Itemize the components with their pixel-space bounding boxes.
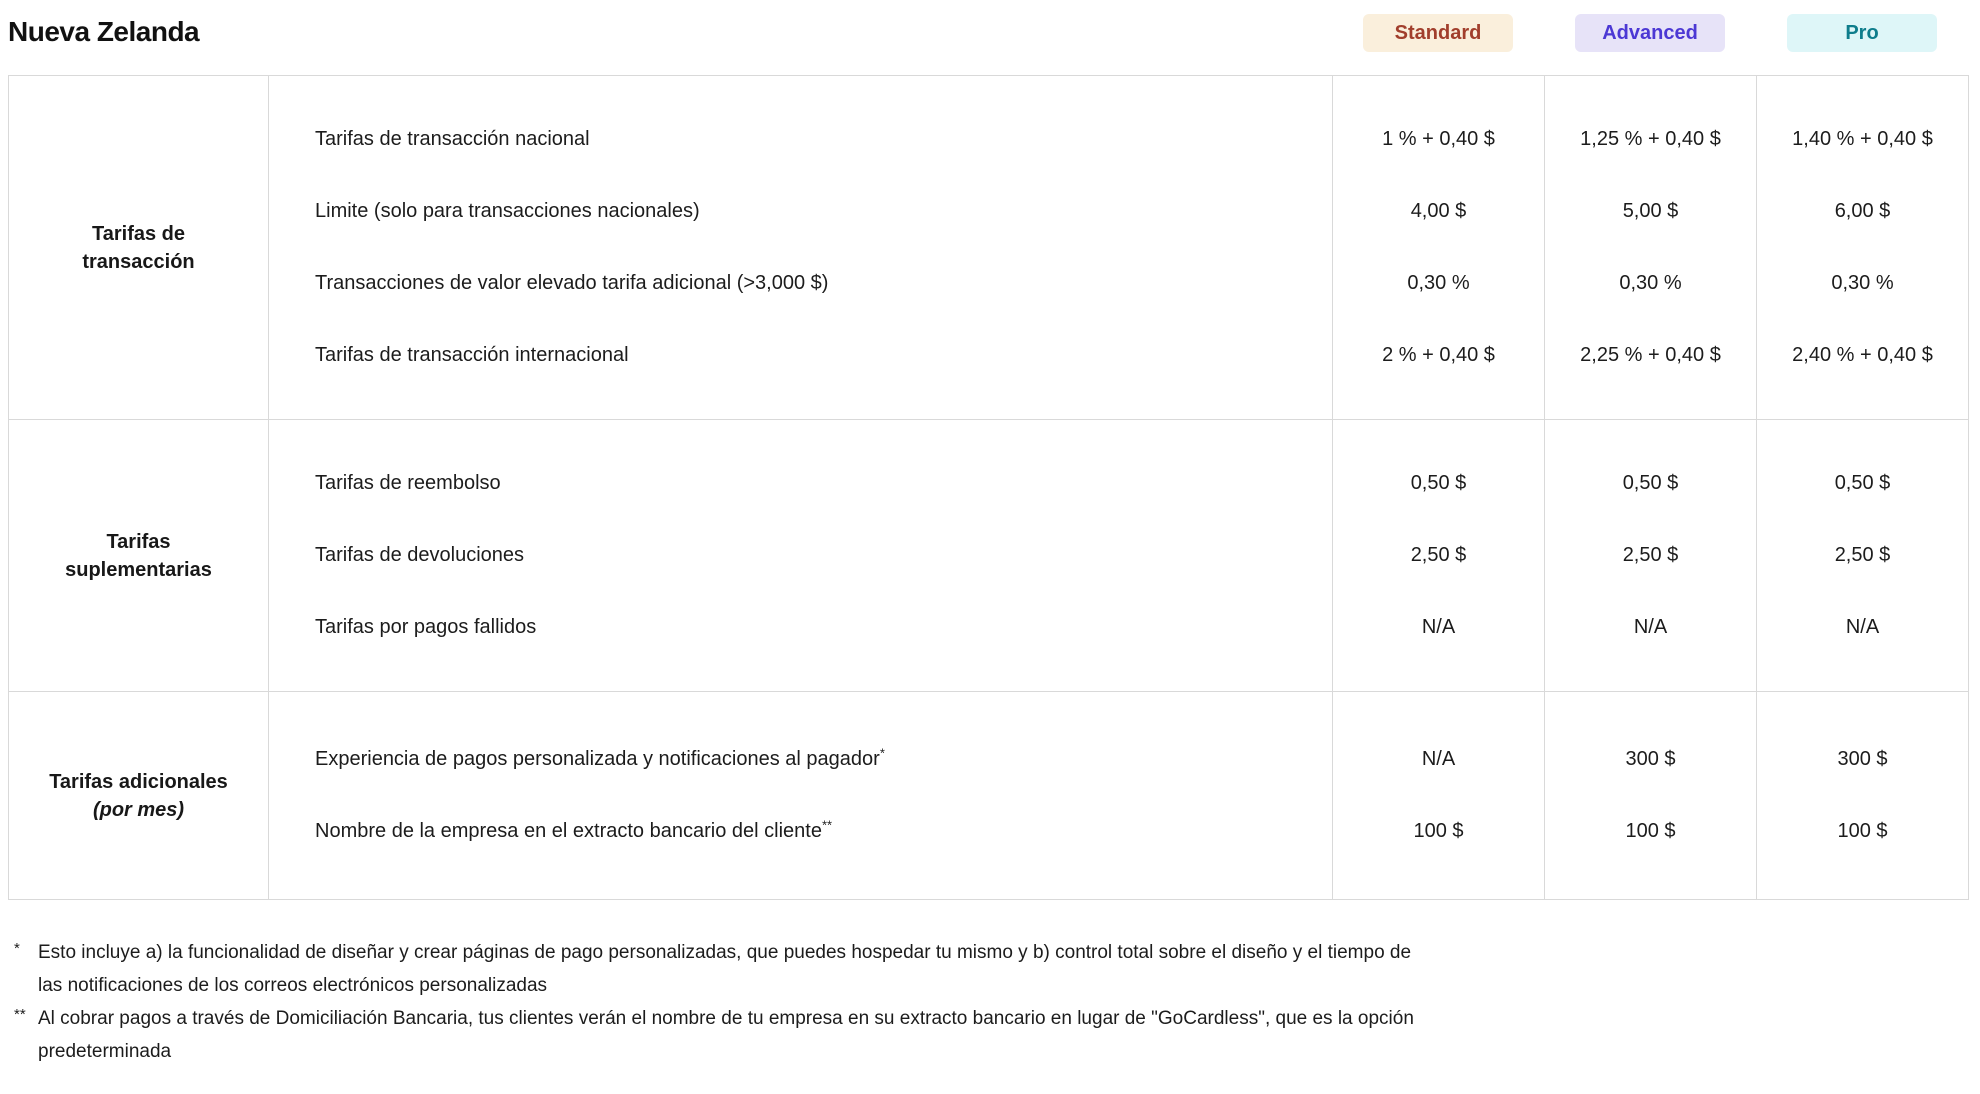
fee-value-advanced: 100 $: [1545, 796, 1757, 868]
fee-value-pro: N/A: [1757, 592, 1969, 664]
footnote-ref-icon: **: [821, 817, 833, 833]
group-supplementary-fees: [9, 420, 1969, 692]
fee-value-standard: 2,50 $: [1333, 520, 1545, 592]
footnote-text-line: Esto incluye a) la funcionalidad de diseñar y crear páginas de pago personalizadas, que puedes hospedar tu mismo y b) control total sobre el diseño y el tiempo de: [38, 942, 1412, 963]
footnote-marker: *: [14, 940, 20, 957]
group-label: [9, 76, 269, 420]
fee-value-advanced: 300 $: [1545, 724, 1757, 796]
fee-value-advanced: 2,25 % + 0,40 $: [1545, 320, 1757, 392]
table-row: [9, 724, 1969, 796]
fee-value-advanced: 0,50 $: [1545, 448, 1757, 520]
pricing-table: [8, 75, 1969, 900]
spacer-row: [9, 692, 1969, 724]
fee-description: Tarifas por pagos fallidos: [315, 616, 537, 638]
table-row: [9, 176, 1969, 248]
page-title: Nueva Zelanda: [8, 16, 200, 47]
fee-value-standard: 4,00 $: [1333, 176, 1545, 248]
fee-value-advanced: 0,30 %: [1545, 248, 1757, 320]
table-row: [9, 592, 1969, 664]
fee-value-advanced: N/A: [1545, 592, 1757, 664]
group-additional-fees: [9, 692, 1969, 900]
fee-value-standard: 100 $: [1333, 796, 1545, 868]
group-label: [9, 420, 269, 692]
footnote-text-line: predeterminada: [38, 1041, 172, 1062]
footnotes: [8, 936, 1980, 1068]
fee-value-standard: N/A: [1333, 592, 1545, 664]
fee-value-advanced: 1,25 % + 0,40 $: [1545, 104, 1757, 176]
fee-description: Tarifas de reembolso: [315, 472, 501, 494]
footnote-text-line: las notificaciones de los correos electrónicos personalizadas: [38, 975, 548, 996]
fee-description: Limite (solo para transacciones nacionales): [315, 200, 700, 222]
table-row: [9, 104, 1969, 176]
table-row: [9, 520, 1969, 592]
header: [0, 0, 1980, 75]
table-row: [9, 248, 1969, 320]
group-label-line1: Tarifas de: [92, 222, 185, 245]
fee-value-pro: 300 $: [1757, 724, 1969, 796]
footnote-marker: **: [14, 1006, 26, 1023]
fee-value-standard: 0,30 %: [1333, 248, 1545, 320]
fee-value-pro: 100 $: [1757, 796, 1969, 868]
fee-description: Tarifas de transacción internacional: [315, 344, 629, 366]
group-label-line2: suplementarias: [65, 558, 212, 581]
group-label: [9, 692, 269, 900]
spacer-row: [9, 392, 1969, 420]
plan-badge-pro: Pro: [1787, 14, 1937, 52]
footnote: [8, 936, 1980, 1002]
table-row: [9, 320, 1969, 392]
fee-description: Experiencia de pagos personalizada y notificaciones al pagador: [315, 748, 880, 770]
fee-description: Tarifas de devoluciones: [315, 544, 525, 566]
footnote: [8, 1002, 1980, 1068]
plan-badge-advanced: Advanced: [1575, 14, 1725, 52]
spacer-row: [9, 664, 1969, 692]
fee-description: Tarifas de transacción nacional: [315, 128, 590, 150]
group-label-line2: transacción: [82, 250, 195, 273]
table-row: [9, 796, 1969, 868]
spacer-row: [9, 420, 1969, 448]
fee-value-pro: 2,50 $: [1757, 520, 1969, 592]
fee-value-pro: 2,40 % + 0,40 $: [1757, 320, 1969, 392]
footnote-text-line: Al cobrar pagos a través de Domiciliación Bancaria, tus clientes verán el nombre de tu empresa en su extracto bancario en lugar de "GoCardless", que es la opción: [38, 1008, 1414, 1029]
fee-value-pro: 0,30 %: [1757, 248, 1969, 320]
group-label-line1: Tarifas adicionales: [49, 770, 228, 793]
group-transaction-fees: [9, 76, 1969, 420]
spacer-row: [9, 868, 1969, 900]
fee-value-advanced: 2,50 $: [1545, 520, 1757, 592]
fee-value-pro: 6,00 $: [1757, 176, 1969, 248]
group-label-line2: (por mes): [92, 798, 185, 821]
fee-value-standard: N/A: [1333, 724, 1545, 796]
fee-value-advanced: 5,00 $: [1545, 176, 1757, 248]
fee-value-pro: 0,50 $: [1757, 448, 1969, 520]
fee-value-pro: 1,40 % + 0,40 $: [1757, 104, 1969, 176]
footnote-ref-icon: *: [879, 745, 885, 761]
fee-description: Transacciones de valor elevado tarifa adicional (>3,000 $): [315, 272, 829, 294]
fee-value-standard: 0,50 $: [1333, 448, 1545, 520]
spacer-row: [9, 76, 1969, 104]
table-row: [9, 448, 1969, 520]
fee-value-standard: 2 % + 0,40 $: [1333, 320, 1545, 392]
fee-description: Nombre de la empresa en el extracto bancario del cliente: [315, 820, 822, 842]
fee-value-standard: 1 % + 0,40 $: [1333, 104, 1545, 176]
plan-badge-standard: Standard: [1363, 14, 1513, 52]
group-label-line1: Tarifas: [106, 530, 171, 553]
